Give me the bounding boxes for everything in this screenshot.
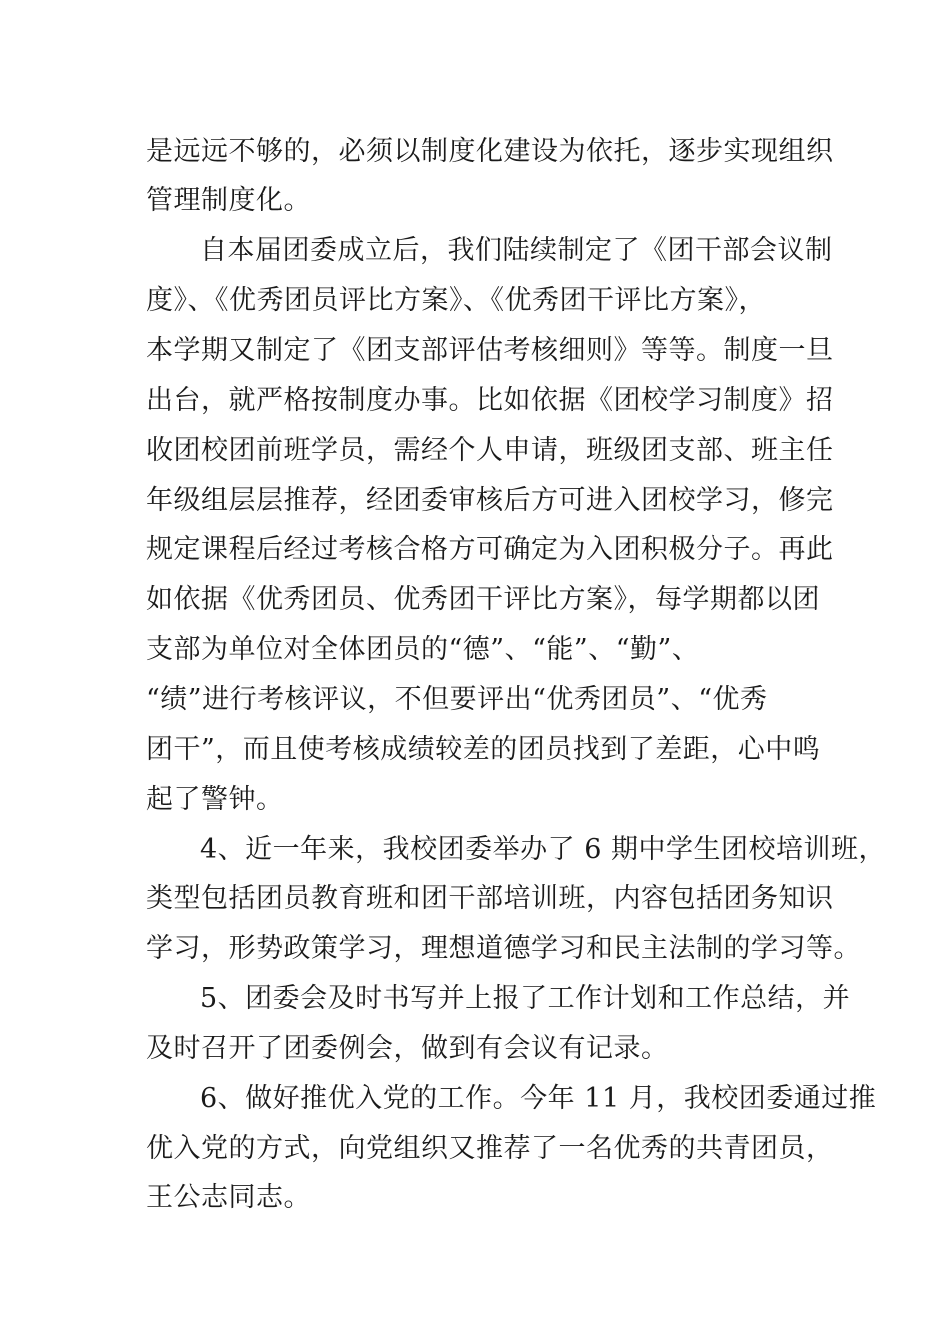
text-line: 类型包括团员教育班和团干部培训班，内容包括团务知识 [146,883,834,914]
paragraph-start-line: 6、做好推优入党的工作。今年 11 月，我校团委通过推 [200,1083,877,1114]
text-line: 起了警钟。 [146,784,284,815]
text-line: 收团校团前班学员，需经个人申请，班级团支部、班主任 [146,435,834,466]
text-line: 是远远不够的，必须以制度化建设为依托，逐步实现组织 [146,136,834,167]
text-line: 团干”，而且使考核成绩较差的团员找到了差距，心中鸣 [146,734,821,765]
text-line: “绩”进行考核评议，不但要评出“优秀团员”、“优秀 [146,684,768,715]
paragraph-start-line: 5、团委会及时书写并上报了工作计划和工作总结，并 [200,983,851,1014]
text-line: 如依据《优秀团员、优秀团干评比方案》，每学期都以团 [146,584,820,615]
text-line: 度》、《优秀团员评比方案》、《优秀团干评比方案》， [146,285,766,316]
text-line: 王公志同志。 [146,1182,311,1213]
paragraph-start-line: 自本届团委成立后，我们陆续制定了《团干部会议制 [200,235,833,266]
text-line: 管理制度化。 [146,185,311,216]
text-line: 学习，形势政策学习，理想道德学习和民主法制的学习等。 [146,933,861,964]
text-line: 本学期又制定了《团支部评估考核细则》等等。制度一旦 [146,335,834,366]
text-line: 年级组层层推荐，经团委审核后方可进入团校学习，修完 [146,485,834,516]
text-line: 优入党的方式，向党组织又推荐了一名优秀的共青团员， [146,1133,834,1164]
paragraph-start-line: 4、近一年来，我校团委举办了 6 期中学生团校培训班， [200,834,887,865]
text-line: 出台，就严格按制度办事。比如依据《团校学习制度》招 [146,385,834,416]
text-line: 支部为单位对全体团员的“德”、“能”、“勤”、 [146,634,700,665]
text-line: 规定课程后经过考核合格方可确定为入团积极分子。再此 [146,534,834,565]
text-line: 及时召开了团委例会，做到有会议有记录。 [146,1033,669,1064]
